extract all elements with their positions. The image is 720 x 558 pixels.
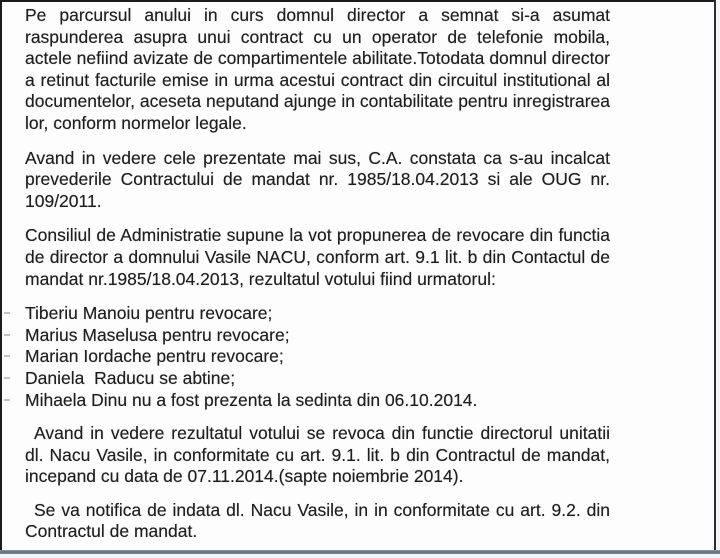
vote-item-text: Marius Maselusa pentru revocare;	[25, 324, 290, 345]
vote-item-text: Tiberiu Manoiu pentru revocare;	[25, 303, 273, 324]
paragraph-propunere-revocare: Consiliul de Administratie supune la vot propunerea de revocare din functia de director a domnului Vasile NACU, conform art. 9.1 lit. b din Contactul de mandat nr.1985/18.04.2013, rezultatul votului fiind urmatorul:	[25, 225, 615, 289]
faint-bullet-dash-icon	[4, 334, 10, 336]
paragraph-incalcare-prevederi: Avand in vedere cele prezentate mai sus, C.A. constata ca s-au incalcat prevederile Contractului de mandat nr. 1985/18.04.2013 si ale OUG nr. 109/2011.	[25, 147, 615, 211]
paragraph-contract-telefonie: Pe parcursul anului in curs domnul director a semnat si-a asumat raspunderea asupra unui contract cu un operator de telefonie mobila, actele nefiind avizate de compartimentele abilitate.Totodata domnul director a retinut facturile emise in urma acestui contract din circuitul institutional al documentelor, aceseta neputand ajunge in contabilitate pentru inregistrarea lor, conform normelor legale.	[25, 5, 615, 133]
scan-edge-left	[0, 0, 2, 558]
vote-item	[25, 303, 610, 325]
vote-item	[25, 390, 610, 412]
vote-item-text: Mihaela Dinu nu a fost prezenta la sedinta din 06.10.2014.	[25, 389, 478, 410]
faint-bullet-dash-icon	[4, 377, 10, 379]
vote-item	[25, 368, 610, 390]
vote-item-text: Marian Iordache pentru revocare;	[25, 346, 284, 367]
scan-edge-top	[0, 0, 720, 2]
faint-bullet-dash-icon	[4, 312, 10, 314]
scan-bottom-strip	[0, 554, 720, 558]
vote-results-list	[25, 303, 610, 411]
faint-bullet-dash-icon	[4, 355, 10, 357]
vote-item	[25, 346, 610, 368]
document-text-block	[25, 5, 615, 556]
paragraph-notificare: Se va notifica de indata dl. Nacu Vasile, in in conformitate cu art. 9.2. din Contractul de mandat.	[25, 499, 615, 542]
paragraph-decizie-revocare: Avand in vedere rezultatul votului se revoca din functie directorul unitatii dl. Nacu Vasile, in conformitate cu art. 9.1. lit. b din Contractul de mandat, incepand cu data de 07.11.2014.(sapte noiembrie 2014).	[25, 423, 615, 487]
vote-item	[25, 325, 610, 347]
faint-bullet-dash-icon	[4, 399, 10, 401]
vote-item-text: Daniela Raducu se abtine;	[25, 367, 236, 388]
scan-edge-right	[714, 0, 716, 558]
